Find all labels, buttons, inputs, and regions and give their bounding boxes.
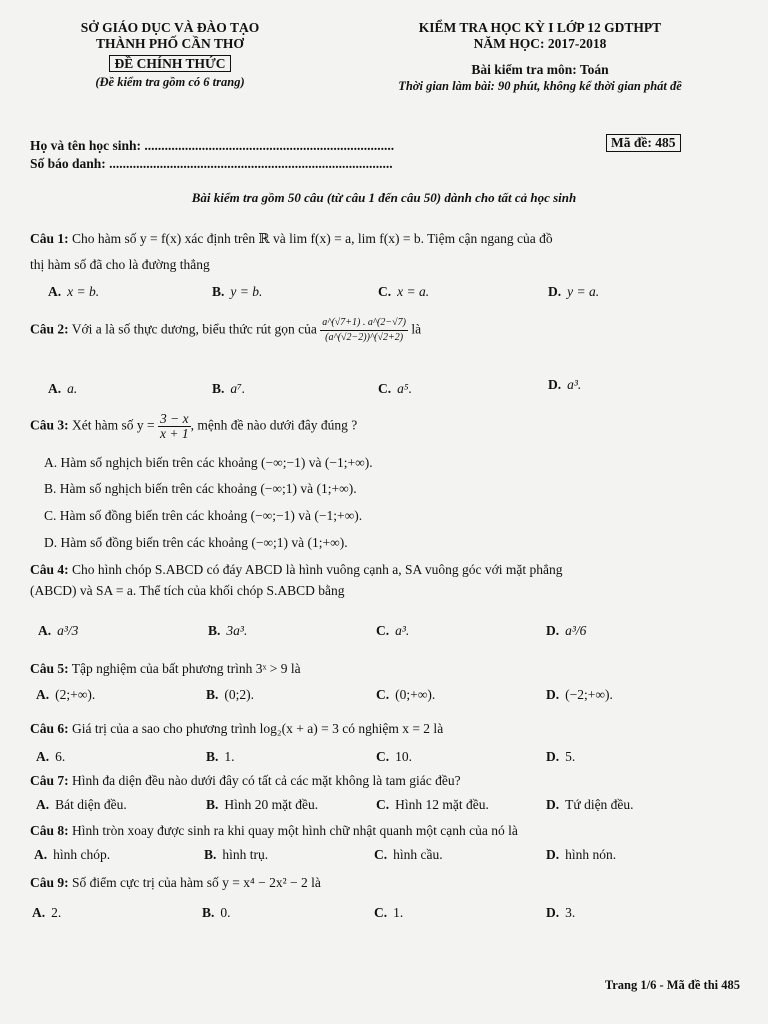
option-a: A. a.: [48, 381, 78, 396]
option-c: C. a³.: [376, 623, 410, 638]
question-text: Số điểm cực trị của hàm số y = x⁴ − 2x² − 2 là: [72, 875, 321, 890]
question-number: Câu 8:: [30, 823, 69, 838]
option-d: D. y = a.: [548, 284, 600, 299]
question-text: thị hàm số đã cho là đường thẳng: [30, 257, 210, 272]
option-d: D. 5.: [546, 749, 576, 764]
option-c: C. (0;+∞).: [376, 687, 436, 702]
page-footer: Trang 1/6 - Mã đề thi 485: [604, 978, 740, 992]
question-4-cont: [30, 582, 738, 600]
question-text: Hình đa diện đều nào dưới đây có tất cả các mặt không là tam giác đều?: [72, 773, 461, 788]
question-tail: là: [411, 321, 422, 337]
option-a: A. x = b.: [48, 284, 100, 299]
option-b: B. Hàm số nghịch biến trên các khoảng (−∞;1) và (1;+∞).: [44, 481, 357, 496]
option-c: C. a⁵.: [378, 381, 412, 396]
question-number: Câu 5:: [30, 661, 69, 676]
expression-fraction: [320, 316, 408, 345]
option-b: B. hình trụ.: [204, 847, 269, 862]
student-name-dots: ..........................................................................: [144, 138, 395, 153]
option-a: A. Bát diện đều.: [36, 797, 127, 812]
question-number: Câu 9:: [30, 875, 69, 890]
option-c: C. 10.: [376, 749, 412, 764]
question-number: Câu 2:: [30, 321, 69, 337]
question-text: Giá trị của a sao cho phương trình log₂(x + a) = 3 có nghiệm x = 2 là: [72, 721, 444, 736]
question-2: [30, 316, 738, 345]
subject: Bài kiểm tra môn: Toán: [471, 62, 609, 77]
question-number: Câu 6:: [30, 721, 69, 736]
question-9: [30, 874, 738, 892]
option-d: D. Tứ diện đều.: [546, 797, 634, 812]
option-d: D. hình nón.: [546, 847, 617, 862]
school-year: NĂM HỌC: 2017-2018: [473, 36, 607, 51]
option-d: D. a³.: [548, 377, 582, 392]
question-1-cont: [30, 256, 738, 274]
student-id-line: [30, 156, 393, 172]
option-b: B. 1.: [206, 749, 235, 764]
option-c: C. x = a.: [378, 284, 430, 299]
option-a: A. hình chóp.: [34, 847, 111, 862]
question-number: Câu 7:: [30, 773, 69, 788]
option-b: B. (0;2).: [206, 687, 255, 702]
pages-note: (Đề kiểm tra gồm có 6 trang): [95, 75, 245, 89]
student-id-dots: ....................................................................................: [109, 156, 393, 171]
question-number: Câu 3:: [30, 417, 69, 433]
question-tail: , mệnh đề nào dưới đây đúng ?: [190, 417, 358, 433]
header-right: [350, 20, 730, 94]
official-badge: ĐỀ CHÍNH THỨC: [109, 55, 230, 72]
question-6: [30, 720, 738, 738]
question-text: Với a là số thực dương, biểu thức rút gọn của: [71, 321, 317, 337]
option-a: A. Hàm số nghịch biến trên các khoảng (−∞;−1) và (−1;+∞).: [44, 455, 373, 470]
question-7: [30, 772, 738, 790]
question-1: [30, 230, 738, 248]
option-a: A. (2;+∞).: [36, 687, 96, 702]
question-4: [30, 561, 738, 579]
question-5: [30, 660, 738, 678]
question-text: (ABCD) và SA = a. Thể tích của khối chóp S.ABCD bằng: [30, 583, 345, 598]
option-a: A. a³/3: [38, 623, 79, 638]
option-a: A. 2.: [32, 905, 62, 920]
student-name-label: Họ và tên học sinh:: [30, 138, 142, 153]
fraction-numerator: a^(√7+1) . a^(2−√7): [320, 316, 408, 331]
question-text: Cho hình chóp S.ABCD có đáy ABCD là hình vuông cạnh a, SA vuông góc với mặt phẳng: [72, 562, 563, 577]
intro: Bài kiểm tra gồm 50 câu (từ câu 1 đến câu 50) dành cho tất cả học sinh: [191, 190, 577, 205]
question-8: [30, 822, 738, 840]
option-c: C. Hàm số đồng biến trên các khoảng (−∞;−1) và (−1;+∞).: [44, 508, 363, 523]
option-c: C. 1.: [374, 905, 404, 920]
city-name: THÀNH PHỐ CẦN THƠ: [96, 36, 244, 51]
time-note: Thời gian làm bài: 90 phút, không kể thời gian phát đề: [398, 79, 682, 93]
option-b: B. 3a³.: [208, 623, 248, 638]
exam-title: KIỂM TRA HỌC KỲ I LỚP 12 GDTHPT: [418, 20, 662, 35]
option-d: D. a³/6: [546, 623, 587, 638]
dept-name: SỞ GIÁO DỤC VÀ ĐÀO TẠO: [80, 20, 260, 35]
question-3: [30, 412, 738, 441]
fraction-denominator: (a^(√2−2))^(√2+2): [325, 332, 404, 343]
question-number: Câu 4:: [30, 562, 69, 577]
option-d: D. Hàm số đồng biến trên các khoảng (−∞;1) và (1;+∞).: [44, 535, 348, 550]
option-d: D. (−2;+∞).: [546, 687, 613, 702]
exam-code: Mã đề: 485: [606, 134, 681, 152]
question-number: Câu 1:: [30, 231, 69, 246]
function-fraction: [158, 412, 191, 441]
fraction-numerator: 3 − x: [160, 411, 189, 426]
option-b: B. y = b.: [212, 284, 263, 299]
question-text: Hình tròn xoay được sinh ra khi quay một hình chữ nhật quanh một cạnh của nó là: [72, 823, 518, 838]
option-c: C. hình cầu.: [374, 847, 443, 862]
question-text: Tập nghiệm của bất phương trình 3ˣ > 9 là: [71, 661, 301, 676]
question-text: Cho hàm số y = f(x) xác định trên ℝ và lim f(x) = a, lim f(x) = b. Tiệm cận ngang của đồ: [72, 231, 553, 246]
fraction-denominator: x + 1: [160, 426, 189, 441]
header-left: [40, 20, 300, 90]
option-b: B. a⁷.: [212, 381, 246, 396]
option-b: B. 0.: [202, 905, 231, 920]
option-c: C. Hình 12 mặt đều.: [376, 797, 489, 812]
student-name-line: [30, 138, 394, 154]
question-text: Xét hàm số y =: [72, 417, 155, 433]
option-a: A. 6.: [36, 749, 66, 764]
student-id-label: Số báo danh:: [30, 156, 106, 171]
option-b: B. Hình 20 mặt đều.: [206, 797, 319, 812]
option-d: D. 3.: [546, 905, 576, 920]
